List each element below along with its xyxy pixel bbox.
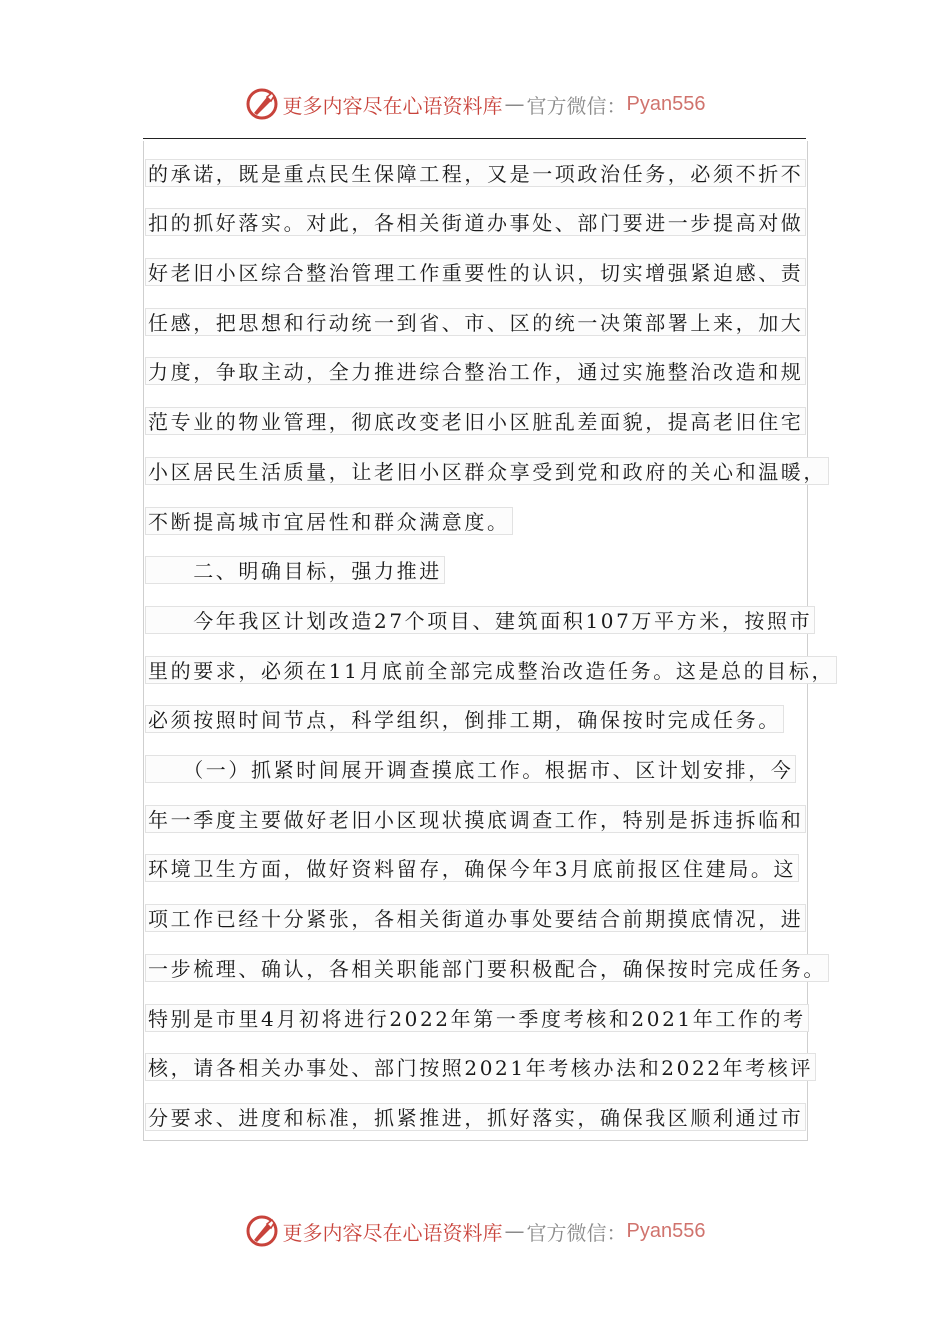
header-rule — [143, 138, 806, 139]
text-line: 不断提高城市宜居性和群众满意度。 — [145, 507, 513, 535]
text-line: 项工作已经十分紧张，各相关街道办事处要结合前期摸底情况，进 — [145, 904, 806, 932]
text-line: 里的要求，必须在11月底前全部完成整治改造任务。这是总的目标， — [145, 656, 837, 684]
text-line: 分要求、进度和标准，抓紧推进，抓好落实，确保我区顺利通过市 — [145, 1103, 806, 1131]
text-line: 小区居民生活质量，让老旧小区群众享受到党和政府的关心和温暖， — [145, 457, 829, 485]
text-line: 年一季度主要做好老旧小区现状摸底调查工作，特别是拆违拆临和 — [145, 805, 806, 833]
section-heading: 二、明确目标，强力推进 — [145, 556, 445, 584]
text-line: 好老旧小区综合整治管理工作重要性的认识，切实增强紧迫感、责 — [145, 258, 806, 286]
page-footer — [0, 1211, 950, 1251]
text-line: 必须按照时间节点，科学组织，倒排工期，确保按时完成任务。 — [145, 705, 784, 733]
page-header — [0, 84, 950, 124]
text-line: （一）抓紧时间展开调查摸底工作。根据市、区计划安排，今 — [145, 755, 796, 783]
text-line: 任感，把思想和行动统一到省、市、区的统一决策部署上来，加大 — [145, 308, 806, 336]
text-line: 核，请各相关办事处、部门按照2021年考核办法和2022年考核评 — [145, 1053, 816, 1081]
pen-nib-circle-icon — [245, 1214, 279, 1248]
pen-nib-circle-icon — [245, 87, 279, 121]
header-brand: 更多内容尽在心语资料库 — [282, 93, 503, 118]
footer-dash: — — [504, 1219, 525, 1243]
header-dash: — — [504, 92, 525, 116]
header-handle: Pyan556 — [626, 92, 706, 115]
text-line: 的承诺，既是重点民生保障工程，又是一项政治任务，必须不折不 — [145, 159, 806, 187]
footer-handle: Pyan556 — [626, 1219, 706, 1242]
footer-wechat-label: 官方微信： — [526, 1220, 627, 1245]
text-line: 一步梳理、确认，各相关职能部门要积极配合，确保按时完成任务。 — [145, 954, 829, 982]
text-frame — [143, 141, 808, 1141]
header-wechat-label: 官方微信： — [526, 93, 627, 118]
text-line: 力度，争取主动，全力推进综合整治工作，通过实施整治改造和规 — [145, 357, 806, 385]
text-line: 范专业的物业管理，彻底改变老旧小区脏乱差面貌，提高老旧住宅 — [145, 407, 806, 435]
text-line: 扣的抓好落实。对此，各相关街道办事处、部门要进一步提高对做 — [145, 208, 806, 236]
text-line: 特别是市里4月初将进行2022年第一季度考核和2021年工作的考 — [145, 1004, 809, 1032]
text-line: 今年我区计划改造27个项目、建筑面积107万平方米，按照市 — [145, 606, 815, 634]
text-line: 环境卫生方面，做好资料留存，确保今年3月底前报区住建局。这 — [145, 854, 799, 882]
footer-brand: 更多内容尽在心语资料库 — [282, 1220, 503, 1245]
